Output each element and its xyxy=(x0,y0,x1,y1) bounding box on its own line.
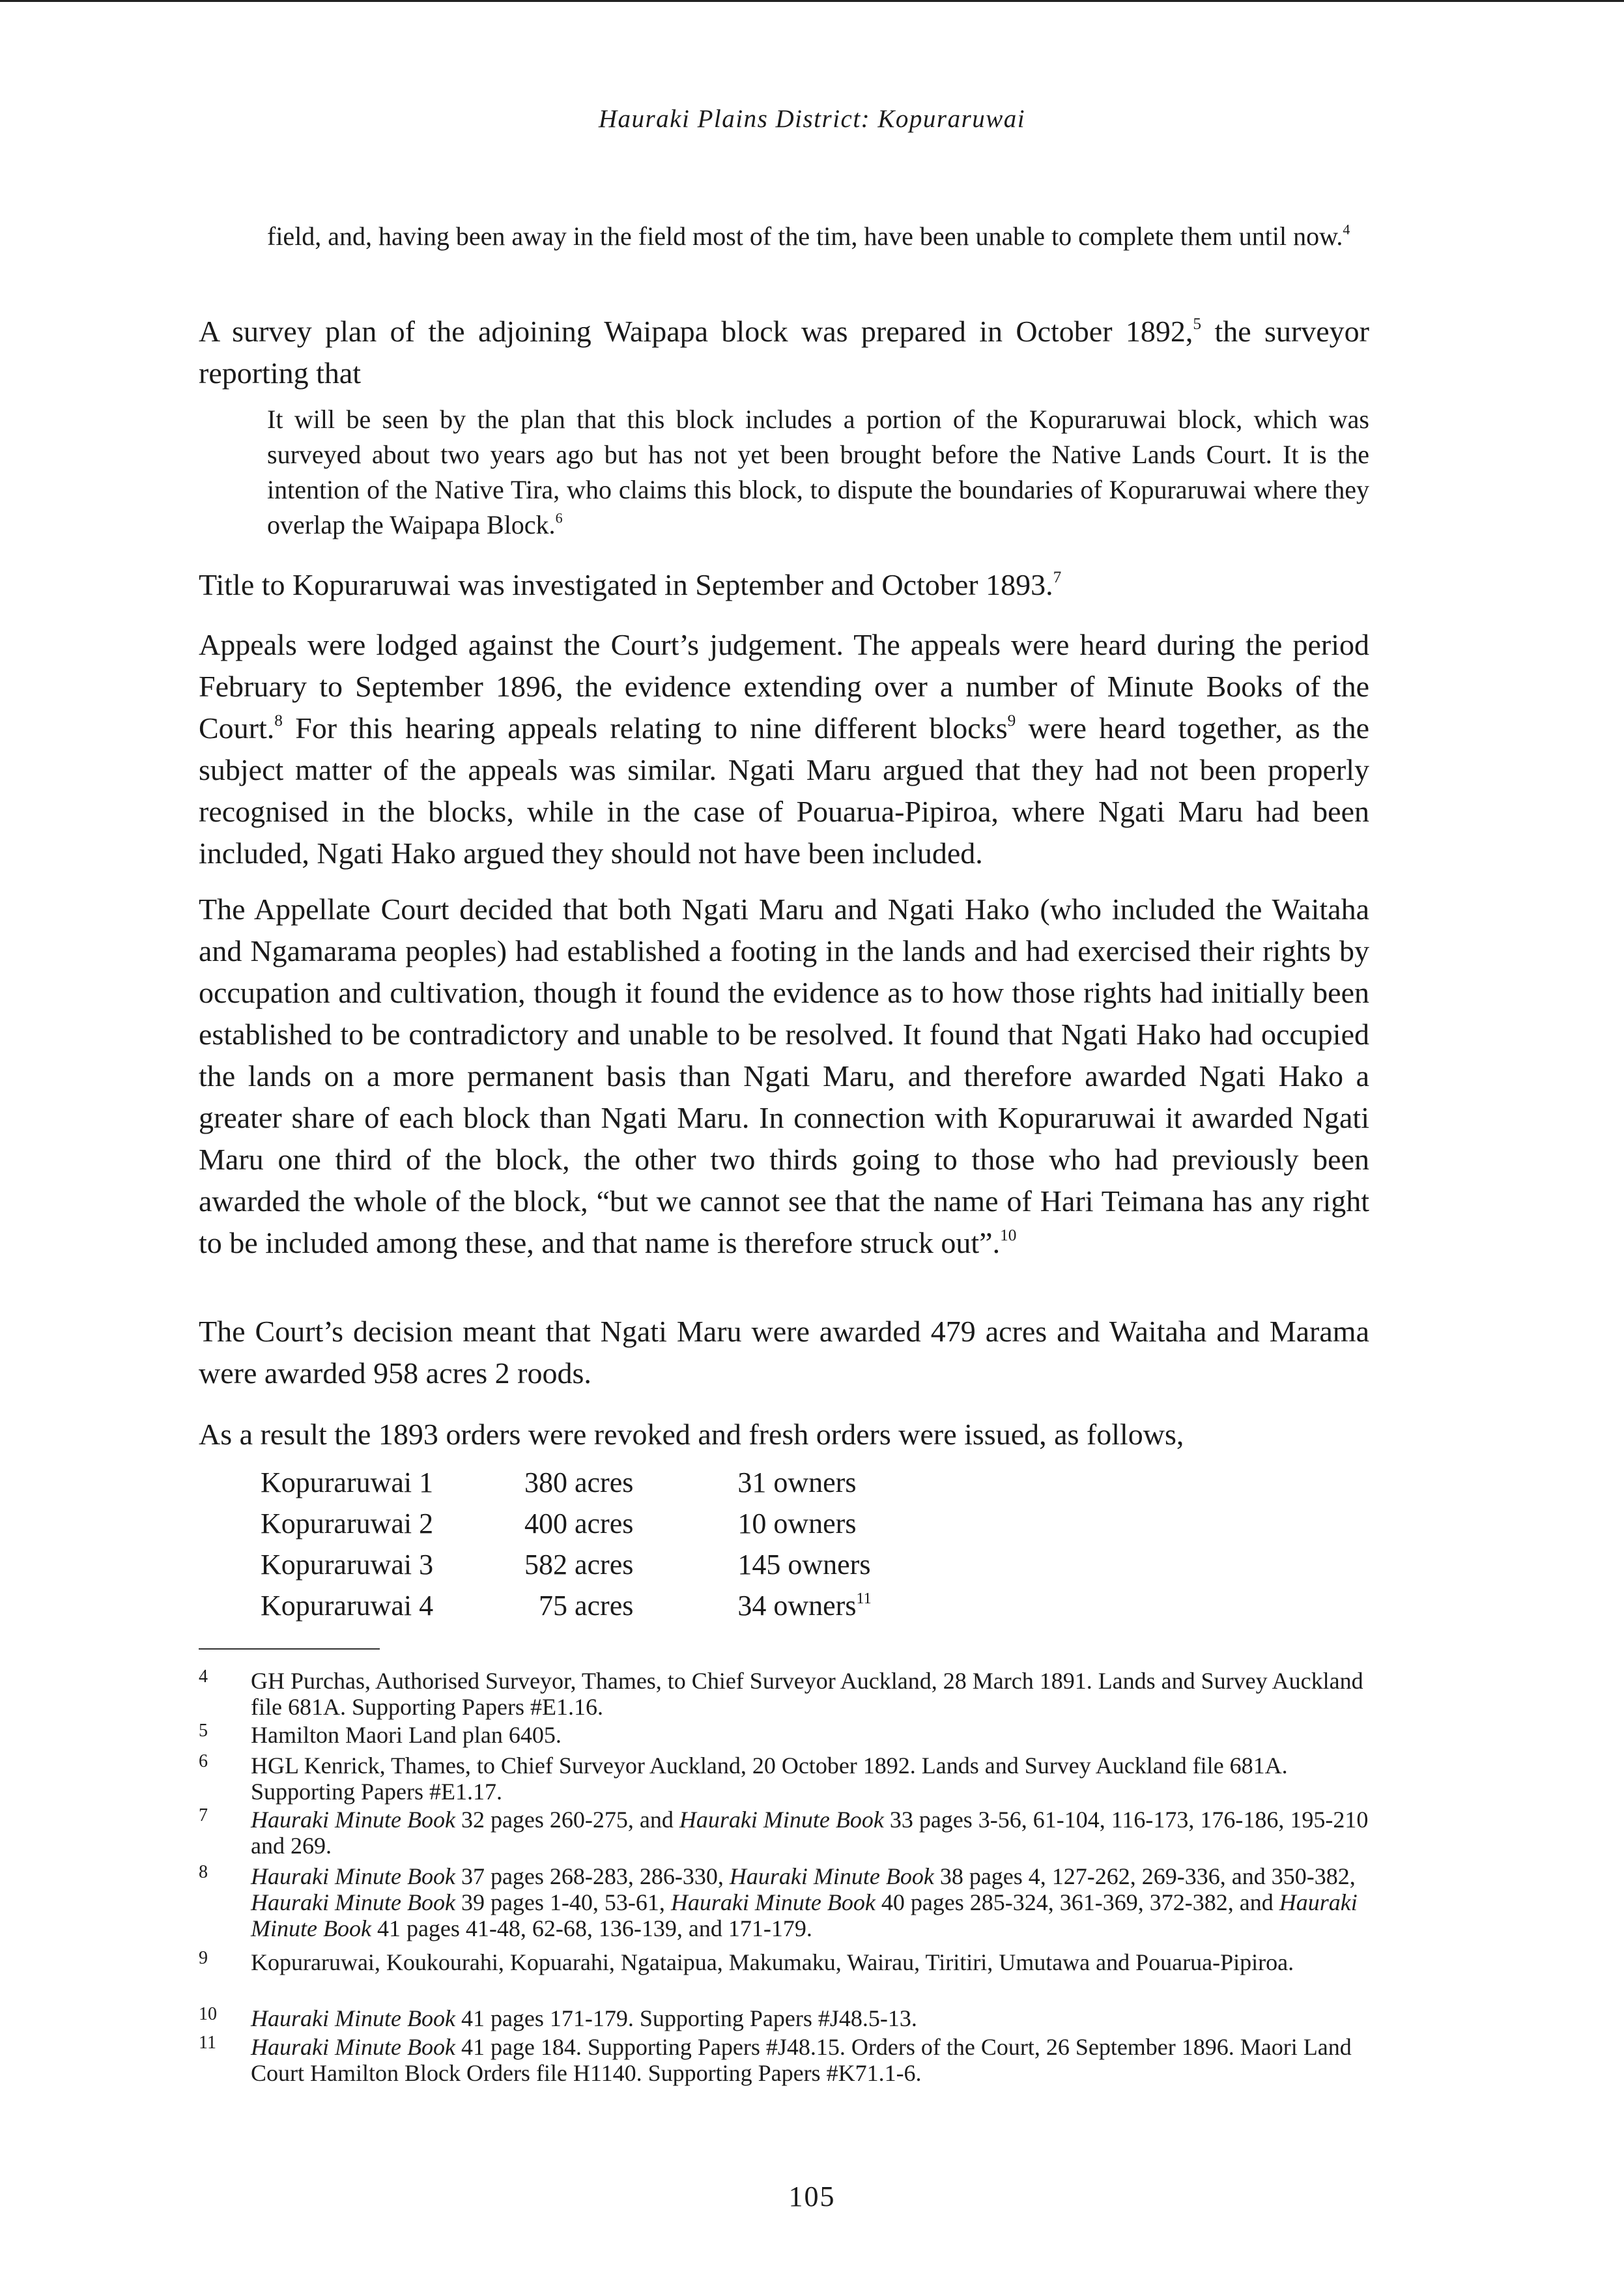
footnote-ref: 9 xyxy=(1007,711,1016,730)
orders-table xyxy=(261,1462,933,1626)
footnote-ref: 5 xyxy=(1193,315,1202,334)
owners-count: 34 owners xyxy=(737,1590,857,1622)
block-quote-waipapa xyxy=(267,402,1369,543)
citation-text: 41 pages 41-48, 62-68, 136-139, and 171-179. xyxy=(371,1915,812,1941)
citation-text: 40 pages 285-324, 361-369, 372-382, and xyxy=(875,1889,1279,1915)
footnote-10 xyxy=(199,2005,1371,2031)
footnote-ref: 6 xyxy=(555,509,563,526)
owners-cell xyxy=(737,1503,933,1544)
table-row xyxy=(261,1503,933,1544)
footnote-6 xyxy=(199,1753,1371,1805)
footnote-8 xyxy=(199,1863,1371,1941)
paragraph-text: were heard together, as the subject matter of the appeals was similar. Ngati Maru argued that they had not been properly recognised in the blocks, while in the case of Pouarua-Pipiroa, where Ngati Maru had been included, Ngati Hako argued they should not have been included. xyxy=(199,711,1369,870)
paragraph-text: For this hearing appeals relating to nine different blocks xyxy=(282,711,1008,745)
acres-cell: 380 acres xyxy=(524,1467,634,1498)
book-title: Hauraki Minute Book xyxy=(251,2034,455,2060)
table-row xyxy=(261,1462,933,1503)
book-title: Hauraki Minute Book xyxy=(670,1889,876,1915)
footnote-text xyxy=(251,2005,1371,2031)
footnote-11 xyxy=(199,2034,1371,2086)
footnote-number: 8 xyxy=(199,1862,208,1882)
footnote-ref: 7 xyxy=(1053,568,1062,587)
block-name-cell: Kopuraruwai 1 xyxy=(261,1467,434,1498)
book-title: Hauraki Minute Book xyxy=(251,1889,1358,1941)
footnote-4 xyxy=(199,1668,1371,1720)
footnote-text: Hamilton Maori Land plan 6405. xyxy=(251,1722,562,1748)
book-title: Hauraki Minute Book xyxy=(729,1863,934,1889)
book-title: Hauraki Minute Book xyxy=(251,2005,455,2031)
book-title: Hauraki Minute Book xyxy=(251,1863,455,1889)
book-title: Hauraki Minute Book xyxy=(679,1807,884,1833)
citation-text: 41 pages 171-179. Supporting Papers #J48.5-13. xyxy=(455,2005,917,2031)
paragraph-text: The Court’s decision meant that Ngati Maru were awarded 479 acres and Waitaha and Marama were awarded 958 acres 2 roods. xyxy=(199,1315,1369,1390)
owners-count: 31 owners xyxy=(737,1467,857,1498)
footnote-text: Kopuraruwai, Koukourahi, Kopuarahi, Ngataipua, Makumaku, Wairau, Tiritiri, Umutawa and Pouarua-Pipiroa. xyxy=(251,1949,1294,1975)
paragraph-text: Appeals were lodged against the Court’s judgement. The appeals were heard during the period February to September 1896, the evidence extending over a number of Minute Books of the Court. xyxy=(199,628,1369,745)
block-name-cell: Kopuraruwai 3 xyxy=(261,1549,434,1581)
paragraph-title-investigation xyxy=(199,564,1369,606)
table-row xyxy=(261,1544,933,1585)
owners-cell xyxy=(737,1544,933,1585)
paragraph-text: the surveyor reporting that xyxy=(199,315,1370,390)
footnote-ref: 4 xyxy=(1343,221,1350,238)
quote-text: field, and, having been away in the field most of the tim, have been unable to complete them until now. xyxy=(267,222,1343,251)
footnote-5 xyxy=(199,1722,1371,1748)
quote-text: It will be seen by the plan that this block includes a portion of the Kopuraruwai block, which was surveyed about two years ago but has not yet been brought before the Native Lands Court. It is the intention of the Native Tira, who claims this block, to dispute the boundaries of Kopuraruwai where they overlap the Waipapa Block. xyxy=(267,405,1369,539)
block-name-cell: Kopuraruwai 4 xyxy=(261,1590,434,1622)
footnote-7 xyxy=(199,1807,1371,1859)
citation-text: 33 pages 3-56, 61-104, 116-173, 176-186, 195-210 and 269. xyxy=(251,1807,1369,1859)
footnote-number: 9 xyxy=(199,1948,208,1968)
footnote-ref: 11 xyxy=(856,1589,872,1607)
footnote-divider xyxy=(199,1648,380,1650)
footnote-text: GH Purchas, Authorised Surveyor, Thames, to Chief Surveyor Auckland, 28 March 1891. Lands and Survey Auckland file 681A. Supporting Papers #E1.16. xyxy=(251,1668,1363,1720)
footnote-9 xyxy=(199,1949,1371,1975)
running-head: Hauraki Plains District: Kopuraruwai xyxy=(598,105,1026,133)
footnote-number: 10 xyxy=(199,2004,217,2024)
acres-cell: 75 acres xyxy=(539,1590,634,1622)
citation-text: 37 pages 268-283, 286-330, xyxy=(455,1863,730,1889)
footnote-number: 11 xyxy=(199,2033,216,2053)
paragraph-text: As a result the 1893 orders were revoked and fresh orders were issued, as follows, xyxy=(199,1418,1184,1451)
paragraph-appellate-court xyxy=(199,889,1369,1264)
citation-text: 32 pages 260-275, and xyxy=(455,1807,679,1833)
footnote-ref: 10 xyxy=(1000,1226,1017,1245)
paragraph-text: Title to Kopuraruwai was investigated in September and October 1893. xyxy=(199,568,1053,601)
paragraph-text: The Appellate Court decided that both Ngati Maru and Ngati Hako (who included the Waitaha and Ngamarama peoples) had established a footing in the lands and had exercised their rights by occupation and cultivation, though it found the evidence as to how those rights had initially been established to be contradictory and unable to be resolved. It found that Ngati Hako had occupied the lands on a more permanent basis than Ngati Maru, and therefore awarded Ngati Hako a greater share of each block than Ngati Maru. In connection with Kopuraruwai it awarded Ngati Maru one third of the block, the other two thirds going to those who had previously been awarded the whole of the block, “but we cannot see that the name of Hari Teimana has any right to be included among these, and that name is therefore struck out”. xyxy=(199,893,1369,1259)
citation-text: 39 pages 1-40, 53-61, xyxy=(455,1889,671,1915)
footnote-number: 5 xyxy=(199,1721,208,1741)
table-row xyxy=(261,1585,933,1626)
owners-count: 145 owners xyxy=(737,1549,871,1581)
citation-text: 38 pages 4, 127-262, 269-336, and 350-382, xyxy=(933,1863,1356,1889)
footnote-text xyxy=(251,1807,1371,1859)
paragraph-appeals xyxy=(199,624,1369,874)
paragraph-waipapa-survey xyxy=(199,311,1369,394)
paragraph-text: A survey plan of the adjoining Waipapa block was prepared in October 1892, xyxy=(199,315,1193,348)
book-title: Hauraki Minute Book xyxy=(251,1889,455,1915)
page-number: 105 xyxy=(788,2181,836,2212)
paragraph-fresh-orders xyxy=(199,1414,1369,1455)
paragraph-court-decision xyxy=(199,1311,1369,1394)
footnote-ref: 8 xyxy=(274,711,283,730)
footnote-number: 6 xyxy=(199,1751,208,1771)
top-border-line xyxy=(0,0,1624,2)
footnote-number: 4 xyxy=(199,1667,208,1687)
book-title: Hauraki Minute Book xyxy=(251,1807,455,1833)
owners-count: 10 owners xyxy=(737,1508,857,1539)
block-name-cell: Kopuraruwai 2 xyxy=(261,1508,434,1539)
footnote-text xyxy=(251,2034,1371,2086)
citation-text: 41 page 184. Supporting Papers #J48.15. Orders of the Court, 26 September 1896. Maori Land Court Hamilton Block Orders file H1140. Supporting Papers #K71.1-6. xyxy=(251,2034,1352,2086)
footnote-text: HGL Kenrick, Thames, to Chief Surveyor Auckland, 20 October 1892. Lands and Survey Auckland file 681A. Supporting Papers #E1.17. xyxy=(251,1753,1288,1805)
acres-cell: 582 acres xyxy=(524,1549,634,1581)
owners-cell xyxy=(737,1585,933,1626)
acres-cell: 400 acres xyxy=(524,1508,634,1539)
footnote-number: 7 xyxy=(199,1805,208,1825)
owners-cell xyxy=(737,1462,933,1503)
block-quote-surveyor xyxy=(267,219,1369,254)
footnote-text xyxy=(251,1863,1371,1941)
